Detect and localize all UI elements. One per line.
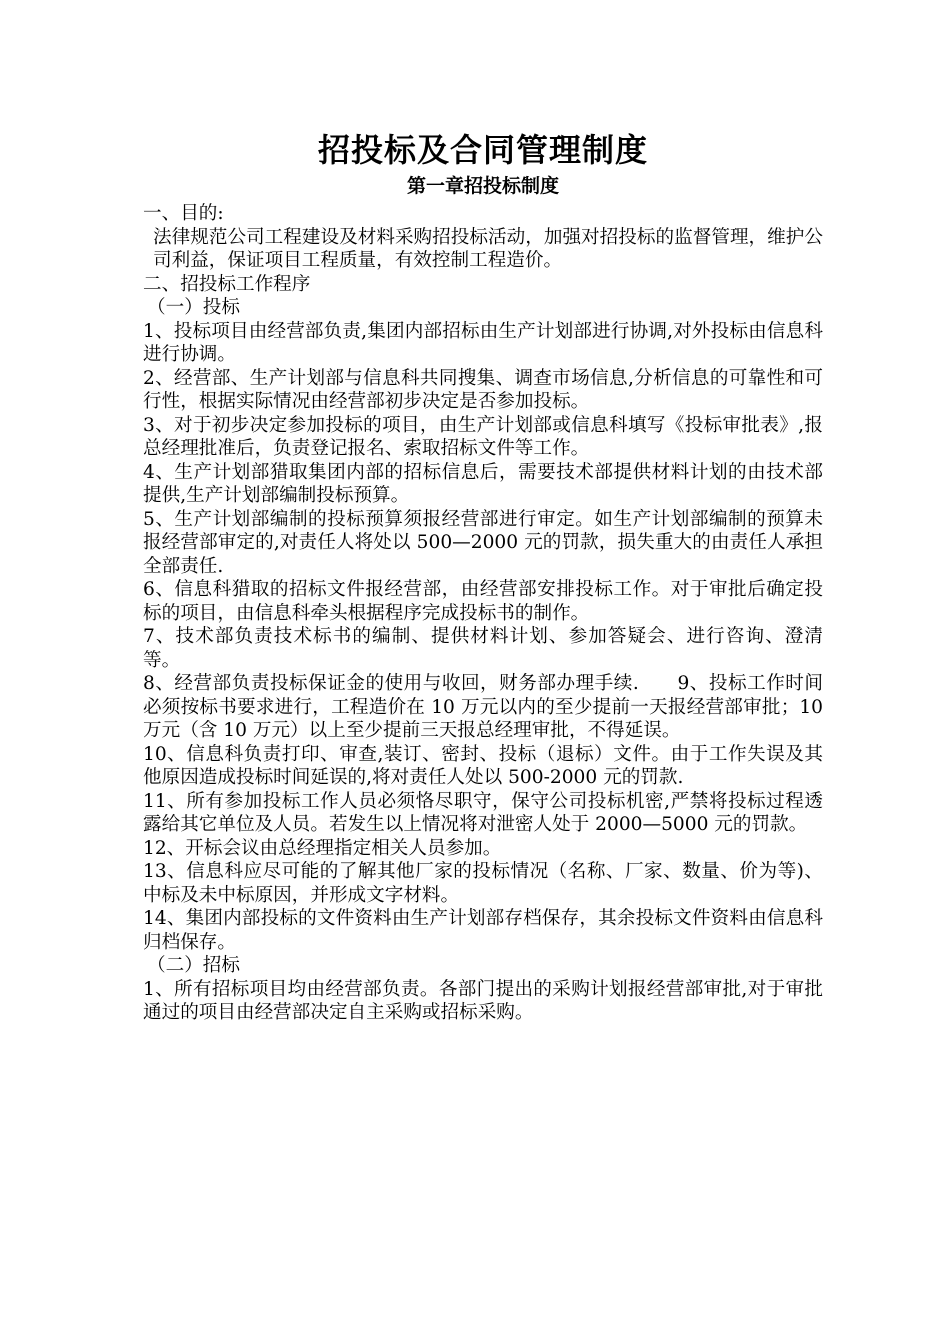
paragraph-purpose: 法律规范公司工程建设及材料采购招投标活动，加强对招投标的监督管理，维护公司利益，保证项目工程质量，有效控制工程造价。 [153, 226, 823, 271]
paragraph-item: 5、生产计划部编制的投标预算须报经营部进行审定。如生产计划部编制的预算未报经营部审定的,对责任人将处以 500—2000 元的罚款，损失重大的由责任人承担全部责任. [143, 508, 823, 577]
paragraph-item: 13、信息科应尽可能的了解其他厂家的投标情况（名称、厂家、数量、价为等)、中标及未中标原因，并形成文字材料。 [143, 861, 823, 906]
paragraph-item: 10、信息科负责打印、审查,装订、密封、投标（退标）文件。由于工作失误及其他原因造成投标时间延误的,将对责任人处以 500-2000 元的罚款. [143, 743, 823, 788]
paragraph-item: 11、所有参加投标工作人员必须恪尽职守，保守公司投标机密,严禁将投标过程透露给其它单位及人员。若发生以上情况将对泄密人处于 2000—5000 元的罚款。 [143, 790, 823, 835]
paragraph-item: 2、经营部、生产计划部与信息科共同搜集、调查市场信息,分析信息的可靠性和可行性，根据实际情况由经营部初步决定是否参加投标。 [143, 367, 823, 412]
document-title: 招投标及合同管理制度 [317, 131, 648, 169]
subsection-heading-tendering: （二）招标 [147, 955, 240, 976]
paragraph-item: 8、经营部负责投标保证金的使用与收回，财务部办理手续. 9、投标工作时间必须按标书要求进行，工程造价在 10 万元以内的至少提前一天报经营部审批；10 万元（含 10 万元）以上至少提前三天报总经理审批，不得延误。 [143, 673, 823, 741]
paragraph-item: 1、所有招标项目均由经营部负责。各部门提出的采购计划报经营部审批,对于审批通过的项目由经营部决定自主采购或招标采购。 [143, 978, 823, 1023]
paragraph-item: 7、技术部负责技术标书的编制、提供材料计划、参加答疑会、进行咨询、澄清等。 [143, 626, 823, 671]
section-heading-purpose: 一、目的: [143, 203, 224, 224]
subsection-heading-bidding: （一）投标 [147, 297, 240, 318]
document-body [143, 128, 823, 1025]
chapter-heading: 第一章招投标制度 [406, 175, 559, 197]
paragraph-item: 6、信息科猎取的招标文件报经营部，由经营部安排投标工作。对于审批后确定投标的项目，由信息科牵头根据程序完成投标书的制作。 [143, 579, 823, 624]
section-heading-procedure: 二、招投标工作程序 [143, 273, 311, 295]
paragraph-item: 1、投标项目由经营部负责,集团内部招标由生产计划部进行协调,对外投标由信息科进行协调。 [143, 320, 823, 365]
paragraph-item: 14、集团内部投标的文件资料由生产计划部存档保存，其余投标文件资料由信息科归档保存。 [143, 908, 823, 953]
paragraph-item: 3、对于初步决定参加投标的项目，由生产计划部或信息科填写《投标审批表》,报总经理批准后，负责登记报名、索取招标文件等工作。 [143, 414, 823, 459]
paragraph-item: 12、开标会议由总经理指定相关人员参加。 [143, 837, 502, 859]
paragraph-item: 4、生产计划部猎取集团内部的招标信息后，需要技术部提供材料计划的由技术部提供,生产计划部编制投标预算。 [143, 461, 823, 506]
